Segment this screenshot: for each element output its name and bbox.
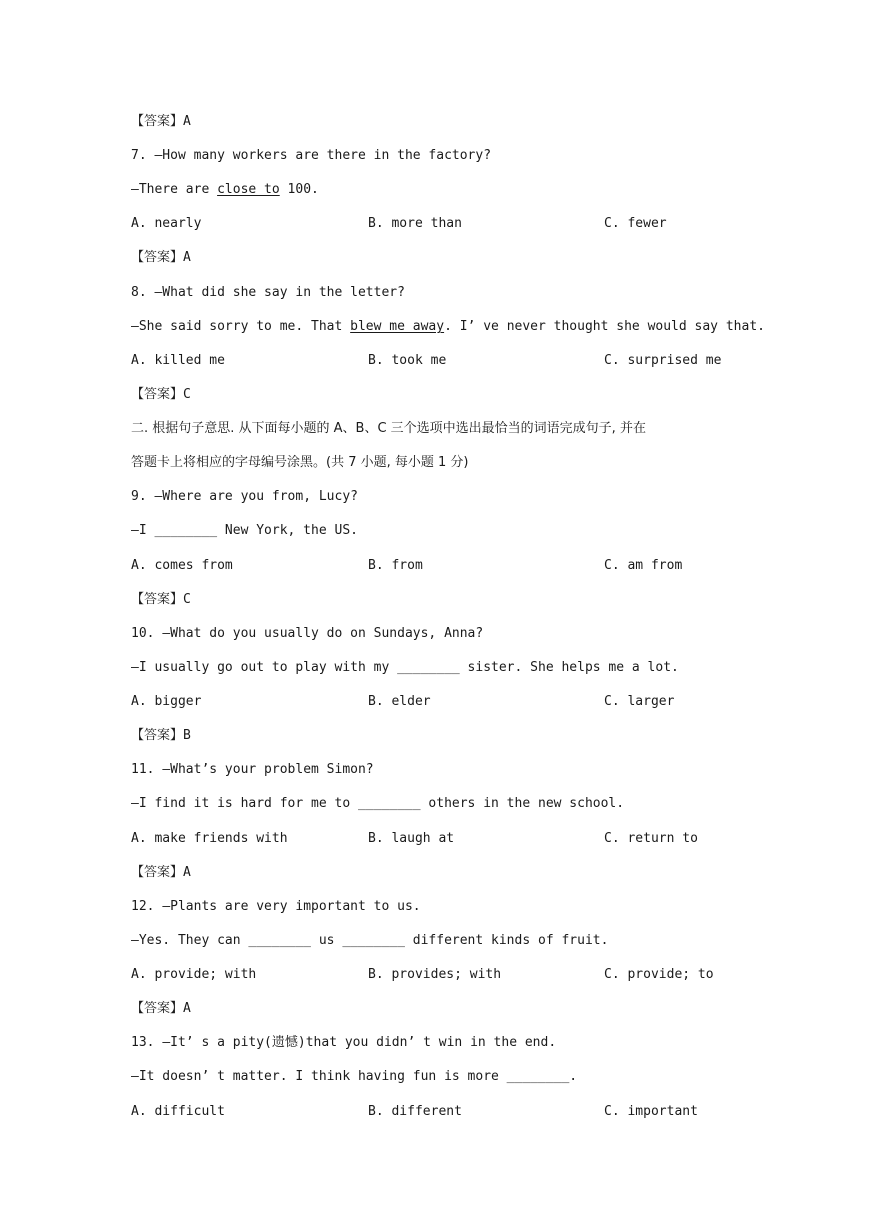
question-9-prompt (131, 487, 358, 507)
answer-line (131, 112, 191, 132)
question-text: —How many workers are there in the factory? (154, 148, 492, 163)
option-c: C. fewer (604, 216, 667, 231)
option-a: A. bigger (131, 694, 202, 709)
answer-line (131, 248, 191, 268)
answer-line (131, 726, 191, 746)
option-c: C. return to (604, 831, 698, 846)
answer-label: 【答案】 (131, 592, 184, 607)
reply-text-end: . I’ ve never thought she would say that. (444, 319, 765, 334)
question-13-prompt (131, 1033, 556, 1053)
answer-label: 【答案】 (131, 250, 184, 265)
option-a: A. difficult (131, 1104, 225, 1119)
question-7-prompt (131, 146, 491, 166)
answer-value: A (183, 114, 191, 129)
section-instructions-line2: 答题卡上将相应的字母编号涂黑。(共 7 小题, 每小题 1 分) (131, 455, 469, 470)
question-text: —Plants are very important to us. (162, 899, 421, 914)
answer-label: 【答案】 (131, 728, 184, 743)
option-b: B. laugh at (368, 831, 455, 846)
reply-text: —She said sorry to me. That (131, 319, 351, 334)
answer-line (131, 863, 191, 883)
option-b: B. took me (368, 353, 447, 368)
answer-line (131, 590, 191, 610)
question-number: 11. (131, 762, 155, 777)
question-12-reply: —Yes. They can ________ us ________ different kinds of fruit. (131, 933, 609, 948)
option-c: C. am from (604, 558, 683, 573)
question-8-prompt (131, 283, 405, 303)
question-13-reply: —It doesn’ t matter. I think having fun is more ________. (131, 1069, 578, 1084)
question-text: —Where are you from, Lucy? (154, 489, 358, 504)
option-a: A. make friends with (131, 831, 288, 846)
option-c: C. provide; to (604, 967, 714, 982)
question-number: 12. (131, 899, 155, 914)
answer-value: A (183, 865, 191, 880)
question-12-prompt (131, 897, 421, 917)
question-10-prompt (131, 624, 483, 644)
option-a: A. nearly (131, 216, 202, 231)
section-instructions-line1: 二. 根据句子意思. 从下面每小题的 A、B、C 三个选项中选出最恰当的词语完成句子, 并在 (131, 421, 646, 436)
question-number: 9. (131, 489, 147, 504)
option-a: A. provide; with (131, 967, 257, 982)
reply-text: —There are (131, 182, 218, 197)
question-8-reply (131, 317, 765, 337)
reply-text-end: 100. (279, 182, 319, 197)
answer-label: 【答案】 (131, 114, 184, 129)
answer-value: B (183, 728, 191, 743)
option-c: C. larger (604, 694, 675, 709)
answer-value: A (183, 250, 191, 265)
underlined-phrase: blew me away (350, 319, 445, 334)
answer-value: C (183, 592, 191, 607)
option-c: C. surprised me (604, 353, 722, 368)
underlined-phrase: close to (217, 182, 280, 197)
answer-value: A (183, 1001, 191, 1016)
question-text: —What did she say in the letter? (154, 285, 405, 300)
question-11-reply: —I find it is hard for me to ________ others in the new school. (131, 796, 625, 811)
option-b: B. provides; with (368, 967, 502, 982)
question-text: —It’ s a pity(遗憾)that you didn’ t win in the end. (162, 1035, 557, 1050)
question-11-prompt (131, 760, 374, 780)
answer-label: 【答案】 (131, 1001, 184, 1016)
question-number: 10. (131, 626, 155, 641)
option-a: A. comes from (131, 558, 233, 573)
option-b: B. from (368, 558, 423, 573)
option-c: C. important (604, 1104, 698, 1119)
answer-line (131, 385, 191, 405)
question-10-reply: —I usually go out to play with my ________ sister. She helps me a lot. (131, 660, 679, 675)
question-number: 7. (131, 148, 147, 163)
question-9-reply: —I ________ New York, the US. (131, 523, 358, 538)
option-a: A. killed me (131, 353, 225, 368)
question-number: 8. (131, 285, 147, 300)
answer-label: 【答案】 (131, 387, 184, 402)
option-b: B. more than (368, 216, 462, 231)
question-7-reply (131, 180, 319, 200)
question-number: 13. (131, 1035, 155, 1050)
answer-label: 【答案】 (131, 865, 184, 880)
answer-line (131, 999, 191, 1019)
question-text: —What do you usually do on Sundays, Anna? (162, 626, 484, 641)
option-b: B. different (368, 1104, 462, 1119)
answer-value: C (183, 387, 191, 402)
question-text: —What’s your problem Simon? (162, 762, 374, 777)
option-b: B. elder (368, 694, 431, 709)
